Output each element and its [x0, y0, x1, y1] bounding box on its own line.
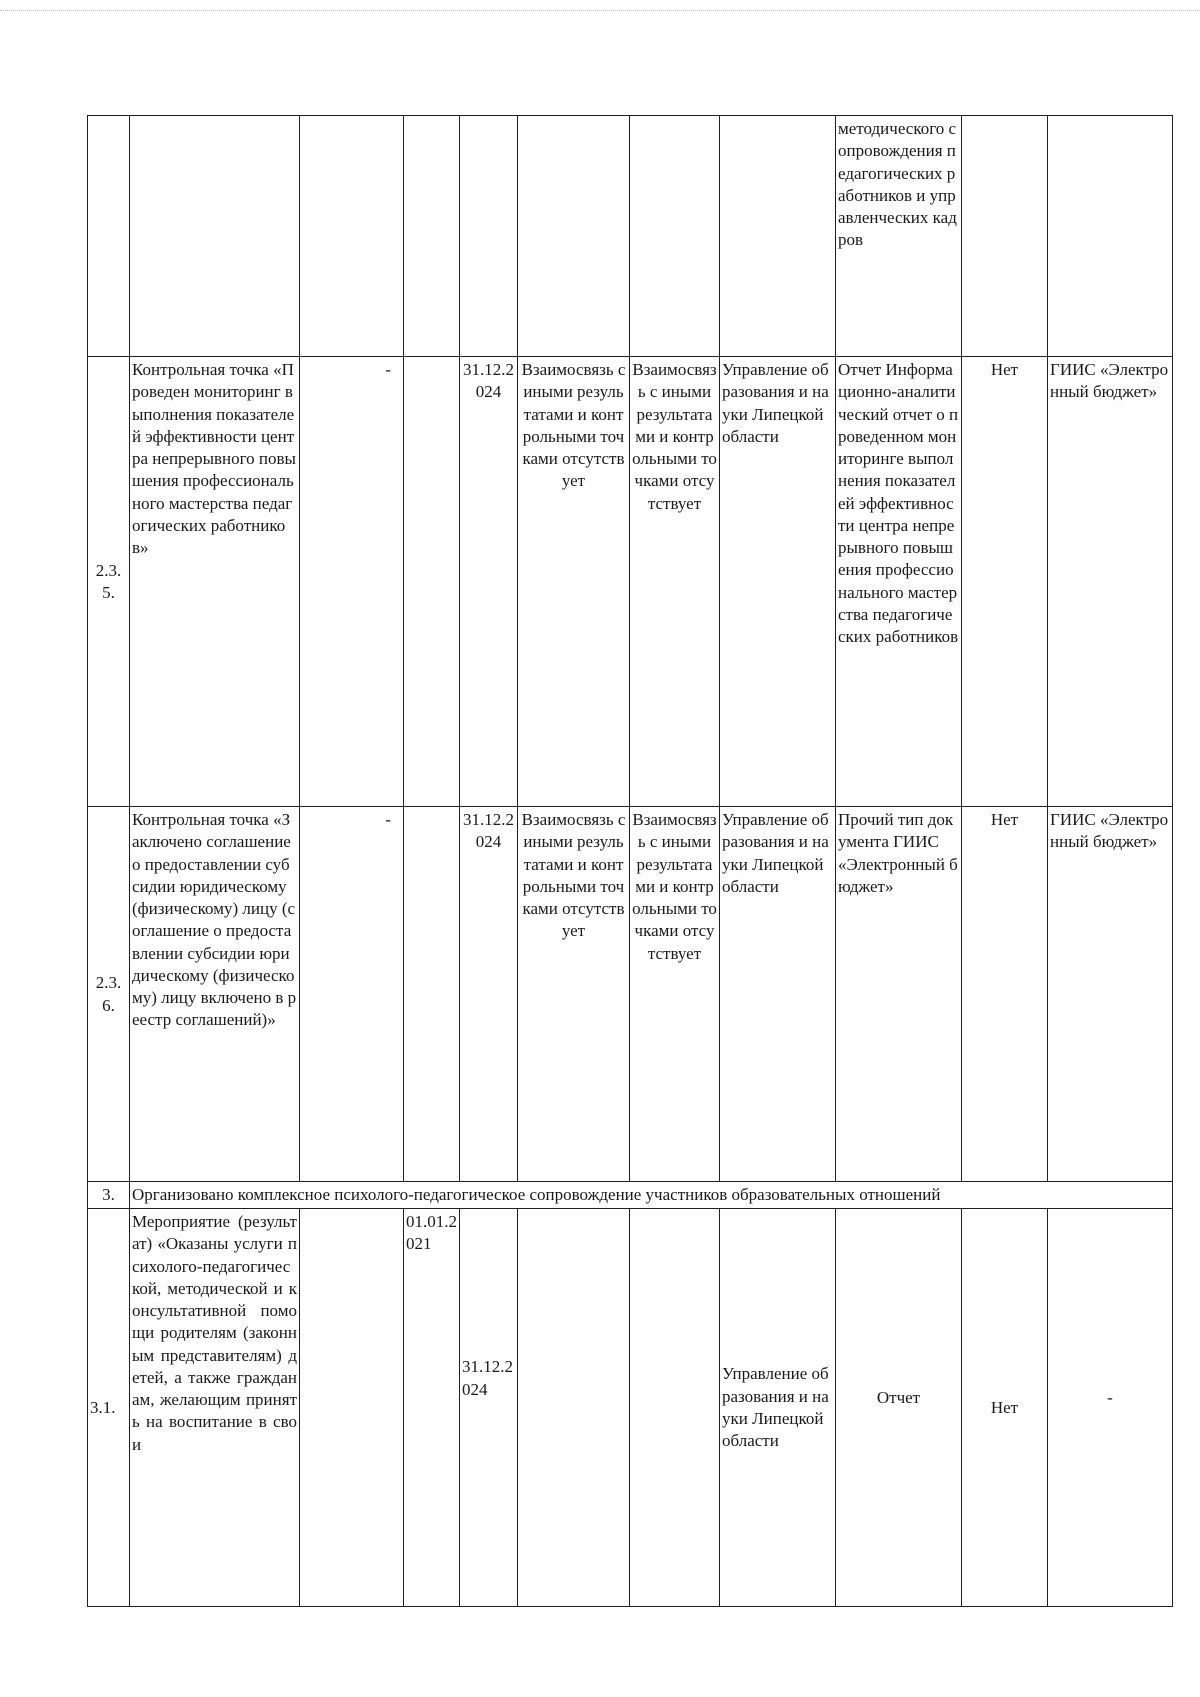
cell-start-date: 01.01.2021 [404, 1209, 460, 1607]
cell-responsible: Управление образования и науки Липецкой области [720, 1209, 836, 1607]
cell-prev-link [518, 1209, 630, 1607]
cell-prev-link: Взаимосвязь с иными результатами и контрольными точками отсутствует [518, 357, 630, 807]
cell-prev-link [518, 116, 630, 357]
cell-end-date: 31.12.2024 [460, 1209, 518, 1607]
cell-num: 3. [88, 1182, 130, 1209]
table-row-continuation [88, 116, 1173, 357]
cell-responsible: Управление образования и науки Липецкой области [720, 807, 836, 1182]
table-row-3-1 [88, 1209, 1173, 1607]
cell-info-system: ГИИС «Электронный бюджет» [1048, 807, 1173, 1182]
cell-responsible: Управление образования и науки Липецкой области [720, 357, 836, 807]
cell-verification-doc: Отчет [836, 1209, 962, 1607]
cell-num [88, 116, 130, 357]
cell-decomposition: Нет [962, 1209, 1048, 1607]
cell-start-date [404, 357, 460, 807]
table-row-2-3-6 [88, 807, 1173, 1182]
cell-verification-doc: Прочий тип документа ГИИС «Электронный бюджет» [836, 807, 962, 1182]
table-row-section-3 [88, 1182, 1173, 1209]
cell-decomposition: Нет [962, 357, 1048, 807]
table-row-2-3-5 [88, 357, 1173, 807]
cell-next-link: Взаимосвязь с иными результатами и контрольными точками отсутствует [630, 807, 720, 1182]
cell-base [300, 1209, 404, 1607]
cell-end-date: 31.12.2024 [460, 807, 518, 1182]
cell-decomposition [962, 116, 1048, 357]
cell-name: Контрольная точка «Заключено соглашение о предоставлении субсидии юридическому (физическому) лицу (соглашение о предоставлении субсидии юридическому (физическому) лицу включено в реестр соглашений)» [130, 807, 300, 1182]
cell-start-date [404, 807, 460, 1182]
cell-num: 3.1. [88, 1209, 130, 1607]
cell-verification-doc: Отчет Информационно-аналитический отчет о проведенном мониторинге выполнения показателей эффективности центра непрерывного повышения профессионального мастерства педагогических работников [836, 357, 962, 807]
cell-prev-link: Взаимосвязь с иными результатами и контрольными точками отсутствует [518, 807, 630, 1182]
cell-base: - [300, 357, 404, 807]
plan-table [87, 115, 1173, 1607]
cell-info-system [1048, 116, 1173, 357]
section-title: Организовано комплексное психолого-педагогическое сопровождение участников образовательных отношений [130, 1182, 1173, 1209]
cell-name [130, 116, 300, 357]
cell-empty [300, 116, 404, 357]
scan-edge-line [0, 10, 1200, 11]
cell-start-date [404, 116, 460, 357]
cell-name: Мероприятие (результат) «Оказаны услуги психолого-педагогической, методической и консультативной помощи родителям (законным представителям) детей, а также гражданам, желающим принять на воспитание в свои [130, 1209, 300, 1607]
cell-decomposition: Нет [962, 807, 1048, 1182]
cell-next-link: Взаимосвязь с иными результатами и контрольными точками отсутствует [630, 357, 720, 807]
cell-num: 2.3.6. [88, 807, 130, 1182]
cell-end-date [460, 116, 518, 357]
cell-next-link [630, 1209, 720, 1607]
cell-info-system: ГИИС «Электронный бюджет» [1048, 357, 1173, 807]
cell-end-date: 31.12.2024 [460, 357, 518, 807]
cell-info-system: - [1048, 1209, 1173, 1607]
cell-num: 2.3.5. [88, 357, 130, 807]
cell-name: Контрольная точка «Проведен мониторинг выполнения показателей эффективности центра непрерывного повышения профессионального мастерства педагогических работников» [130, 357, 300, 807]
cell-verification-doc: методического сопровождения педагогических работников и управленческих кадров [836, 116, 962, 357]
cell-responsible [720, 116, 836, 357]
cell-next-link [630, 116, 720, 357]
cell-base: - [300, 807, 404, 1182]
